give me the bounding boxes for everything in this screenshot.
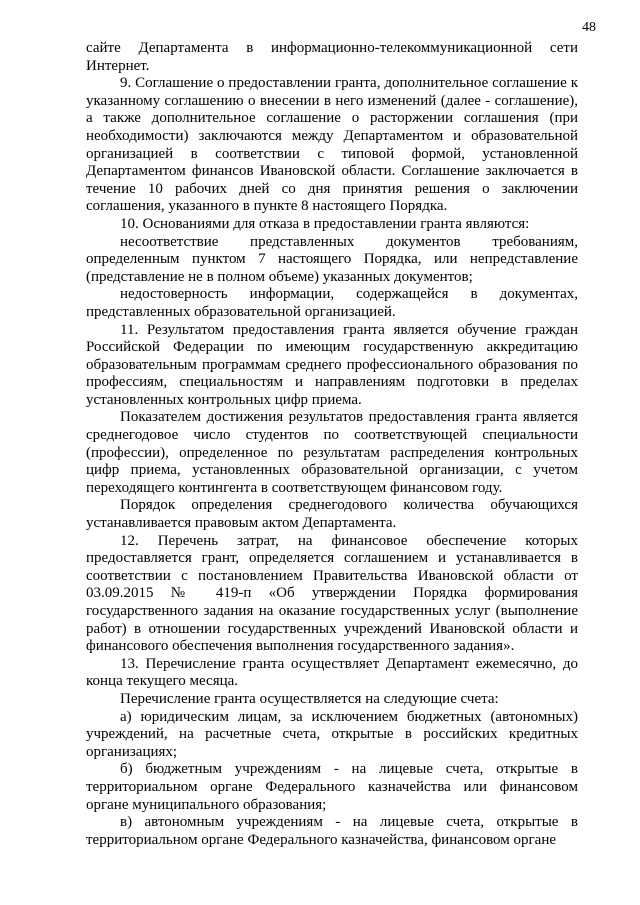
document-body: [86, 40, 578, 849]
paragraph-clause-10: 10. Основаниями для отказа в предоставлении гранта являются:: [120, 215, 530, 232]
paragraph-accounts-intro: Перечисление гранта осуществляется на следующие счета:: [120, 690, 499, 707]
paragraph-clause-12: 12. Перечень затрат, на финансовое обеспечение которых предоставляется грант, определяется соглашением и устанавливается в соответствии с постановлением Правительства Ивановской области от 03.09.2015 № 419-п «Об утверждении Порядка формирования государственного задания на оказание государственных услуг (выполнение работ) в отношении государственных учреждений Ивановской области и финансового обеспечения выполнения государственного задания».: [86, 532, 578, 655]
paragraph-indicator: Показателем достижения результатов предоставления гранта является среднегодовое число студентов по соответствующей специальности (профессии), определенное по результатам распределения контрольных цифр приема, установленных образовательной организации, с учетом переходящего контингента в соответствующем финансовом году.: [86, 409, 578, 496]
page-number: 48: [582, 20, 596, 35]
paragraph-account-c: в) автономным учреждениям - на лицевые счета, открытые в территориальном органе Федерального казначейства, финансовом органе: [86, 814, 578, 848]
paragraph-clause-9: 9. Соглашение о предоставлении гранта, дополнительное соглашение к указанному соглашению о внесении в него изменений (далее - соглашение), а также дополнительное соглашение о расторжении соглашения (при необходимости) заключаются между Департаментом и образовательной организацией в соответствии с типовой формой, установленной Департаментом финансов Ивановской области. Соглашение заключается в течение 10 рабочих дней со дня принятия решения о заключении соглашения, указанного в пункте 8 настоящего Порядка.: [86, 75, 578, 215]
paragraph-account-a: а) юридическим лицам, за исключением бюджетных (автономных) учреждений, на расчетные счета, открытые в российских кредитных организациях;: [86, 708, 578, 760]
paragraph-clause-11: 11. Результатом предоставления гранта является обучение граждан Российской Федерации по имеющим государственную аккредитацию образовательным программам среднего профессионального образования по профессиям, специальностям и направлениям подготовки в пределах установленных контрольных цифр приема.: [86, 321, 578, 408]
paragraph-account-b: б) бюджетным учреждениям - на лицевые счета, открытые в территориальном органе Федерального казначейства или финансовом органе муниципального образования;: [86, 761, 578, 813]
paragraph-refusal-ground-1: несоответствие представленных документов требованиям, определенным пунктом 7 настоящего Порядка, или непредставление (представление не в полном объеме) указанных документов;: [86, 233, 578, 285]
paragraph-refusal-ground-2: недостоверность информации, содержащейся в документах, представленных образовательной организацией.: [86, 286, 578, 320]
paragraph-average-count: Порядок определения среднегодового количества обучающихся устанавливается правовым актом Департамента.: [86, 497, 578, 532]
paragraph-clause-13: 13. Перечисление гранта осуществляет Департамент ежемесячно, до конца текущего месяца.: [86, 655, 578, 690]
paragraph-continuation: сайте Департамента в информационно-телекоммуникационной сети Интернет.: [86, 40, 578, 74]
